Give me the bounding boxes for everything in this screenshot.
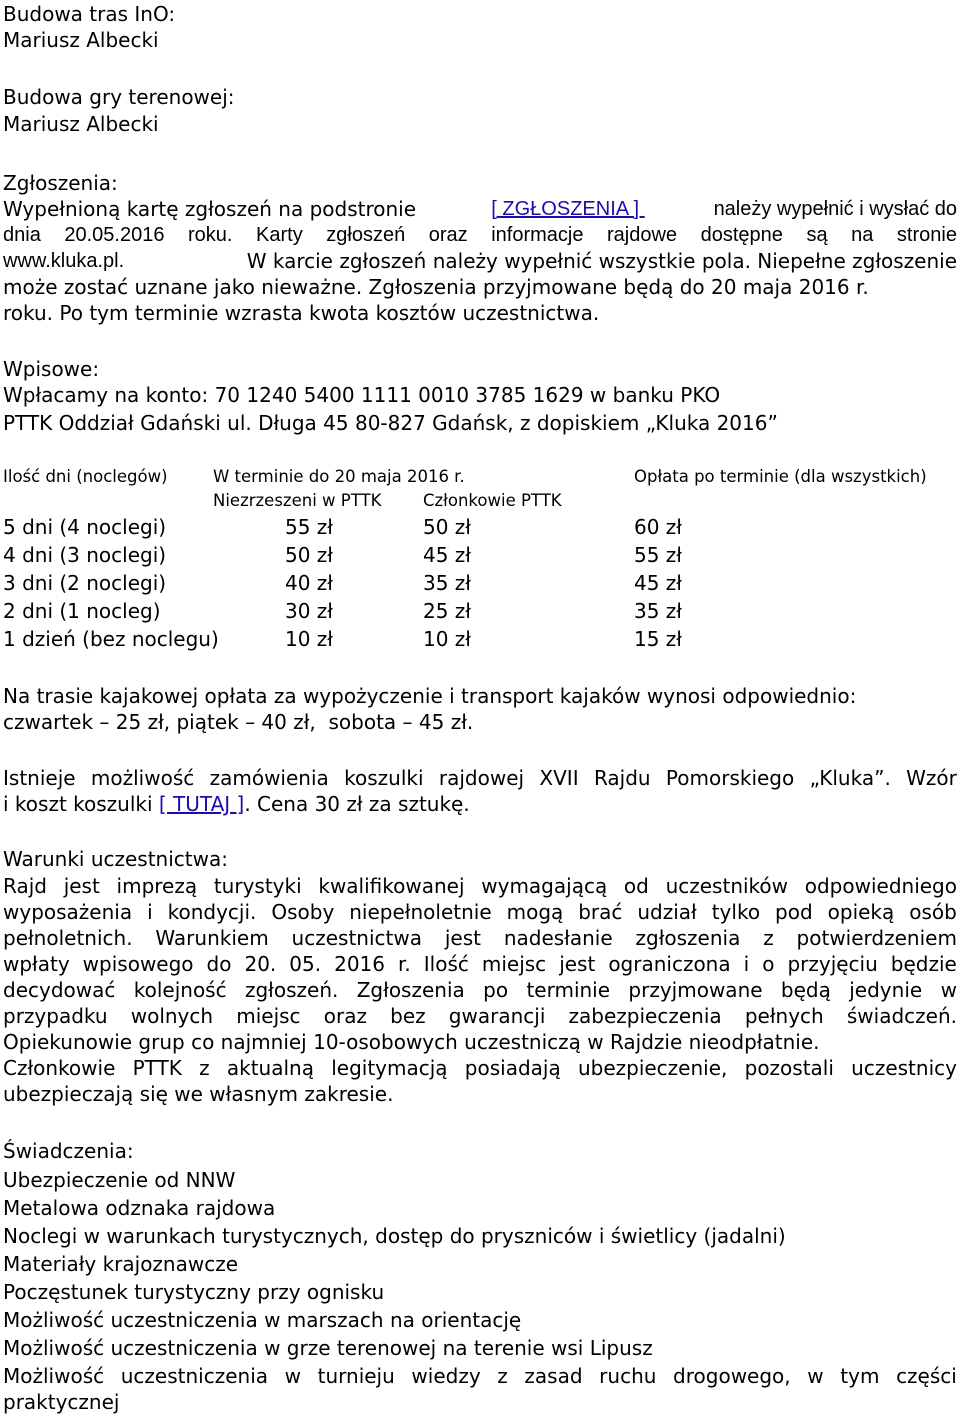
word: 20.	[244, 952, 277, 976]
zgloszenia-heading: Zgłoszenia:	[3, 171, 118, 195]
swiadczenia-item: Możliwość uczestniczenia w marszach na orientację	[3, 1308, 522, 1332]
word: imprezą	[116, 874, 198, 898]
word: wymagającą	[481, 874, 608, 898]
table-row-non: 30 zł	[285, 599, 333, 623]
word: „Kluka”.	[809, 766, 891, 790]
swiadczenia-item-text	[3, 1363, 957, 1389]
table-header-members: Członkowie PTTK	[423, 491, 562, 510]
zgloszenia-line-4	[3, 274, 957, 300]
swiadczenia-item: Metalowa odznaka rajdowa	[3, 1196, 276, 1220]
swiadczenia-item-line	[3, 1363, 957, 1389]
kajaki-l1: Na trasie kajakowej opłata za wypożyczenie i transport kajaków wynosi odpowiednio:	[3, 684, 857, 708]
word: pozostali	[744, 1056, 834, 1080]
swiadczenia-item-long	[3, 1363, 957, 1389]
word: Członkowie	[3, 1056, 116, 1080]
word: jedynie	[849, 978, 923, 1002]
table-row-non: 10 zł	[285, 627, 333, 651]
word: z	[497, 1364, 508, 1388]
word: decydować	[3, 978, 116, 1002]
word: Zgłoszenia	[356, 978, 465, 1002]
word: osób	[909, 900, 957, 924]
table-row-mem: 25 zł	[423, 599, 471, 623]
word: w	[940, 978, 957, 1002]
wpisowe-line-2: PTTK Oddział Gdański ul. Długa 45 80-827 Gdańsk, z dopiskiem „Kluka 2016”	[3, 411, 778, 435]
word: aktualną	[226, 1056, 314, 1080]
word: ruchu	[599, 1364, 657, 1388]
word: miejsc	[481, 952, 547, 976]
warunki-text	[3, 951, 957, 977]
warunki-text: ubezpieczają się we własnym zakresie.	[3, 1082, 394, 1106]
table-row-days: 1 dzień (bez noclegu)	[3, 627, 219, 651]
word: zgłoszenia	[635, 926, 741, 950]
word: wolnych	[130, 1004, 214, 1028]
word: rajdowej	[438, 766, 525, 790]
wpisowe-line-1: Wpłacamy na konto: 70 1240 5400 1111 0010 3785 1629 w banku PKO	[3, 383, 721, 407]
table-row-mem: 50 zł	[423, 515, 471, 539]
word: pełnych	[744, 1004, 824, 1028]
warunki-line	[3, 1029, 957, 1055]
word: turystyki	[213, 874, 302, 898]
word: udział	[637, 900, 697, 924]
warunki-text	[3, 1003, 957, 1029]
zgloszenia-line-1	[3, 196, 957, 222]
koszulki-line-1	[3, 765, 957, 791]
word: Wzór	[906, 766, 957, 790]
koszulki-paragraph	[3, 765, 957, 817]
zgloszenia-line-2	[3, 222, 957, 248]
word: z	[763, 926, 774, 950]
table-row-days: 4 dni (3 noclegi)	[3, 543, 167, 567]
warunki-text	[3, 925, 957, 951]
word: kolejność	[133, 978, 227, 1002]
word: zabezpieczenia	[568, 1004, 722, 1028]
table-row-days: 3 dni (2 noclegi)	[3, 571, 167, 595]
table-row-late: 60 zł	[634, 515, 682, 539]
word: uczestnictwa	[291, 926, 422, 950]
word: Osoby	[271, 900, 335, 924]
word: możliwość	[90, 766, 195, 790]
word: jest	[63, 874, 100, 898]
word: będą	[780, 978, 831, 1002]
swiadczenia-item: praktycznej	[3, 1390, 120, 1414]
zgloszenia-l4: może zostać uznane jako nieważne. Zgłoszenia przyjmowane będą do 20 maja 2016 r.	[3, 275, 869, 299]
kajaki-l2: czwartek – 25 zł, piątek – 40 zł, sobota – 45 zł.	[3, 710, 474, 734]
word: części	[896, 1364, 957, 1388]
zgloszenia-l1-post: należy wypełnić i wysłać do	[713, 198, 957, 220]
kajaki-paragraph	[3, 683, 957, 735]
warunki-line	[3, 951, 957, 977]
word: z	[199, 1056, 210, 1080]
word: Pomorskiego	[665, 766, 795, 790]
word: miejsc	[236, 1004, 301, 1028]
word: Ilość	[423, 952, 469, 976]
table-row-days: 5 dni (4 noclegi)	[3, 515, 167, 539]
word: Istnieje	[3, 766, 76, 790]
word: dnia	[3, 224, 41, 246]
word: kondycji.	[167, 900, 257, 924]
word: w	[284, 1364, 301, 1388]
word: przyjmowane	[628, 978, 763, 1002]
word: mogą	[506, 900, 564, 924]
kajaki-line-1	[3, 683, 957, 709]
warunki-line	[3, 1081, 957, 1107]
table-header-term: W terminie do 20 maja 2016 r.	[213, 467, 465, 486]
word: terminie	[526, 978, 611, 1002]
warunki-line	[3, 899, 957, 925]
warunki-paragraph	[3, 873, 957, 1107]
word: stronie	[896, 224, 957, 246]
table-header-late: Opłata po terminie (dla wszystkich)	[634, 467, 927, 486]
gra-heading: Budowa gry terenowej:	[3, 85, 235, 109]
word: ubezpieczenie,	[577, 1056, 728, 1080]
swiadczenia-heading: Świadczenia:	[3, 1139, 134, 1163]
table-row-non: 55 zł	[285, 515, 333, 539]
koszulki-l2-pre: i koszt koszulki	[3, 792, 159, 816]
zgloszenia-line-5	[3, 300, 957, 326]
warunki-line	[3, 925, 957, 951]
word: dostępne	[700, 224, 783, 246]
word: roku.	[188, 224, 233, 246]
word: pod	[775, 900, 813, 924]
word: są	[806, 224, 828, 246]
word: uczestnicy	[851, 1056, 957, 1080]
word: kwalifikowanej	[318, 874, 465, 898]
word: XVII	[539, 766, 579, 790]
word: świadczeń.	[846, 1004, 957, 1028]
warunki-line	[3, 1003, 957, 1029]
swiadczenia-item: Możliwość uczestniczenia w grze terenowej na terenie wsi Lipusz	[3, 1336, 653, 1360]
word: uczestniczenia	[120, 1364, 269, 1388]
word: informacje	[491, 224, 584, 246]
gra-person: Mariusz Albecki	[3, 112, 159, 136]
word: zgłoszeń	[326, 224, 406, 246]
word: zamówienia	[209, 766, 329, 790]
warunki-text	[3, 873, 957, 899]
table-row-days: 2 dni (1 nocleg)	[3, 599, 161, 623]
word: bez	[390, 1004, 426, 1028]
word: zasad	[524, 1364, 583, 1388]
warunki-line	[3, 1055, 957, 1081]
table-row-late: 55 zł	[634, 543, 682, 567]
word: rajdowe	[607, 224, 678, 246]
trasy-person: Mariusz Albecki	[3, 28, 159, 52]
word: drogowego,	[673, 1364, 791, 1388]
zgloszenia-l2	[3, 222, 957, 248]
word: Warunkiem	[155, 926, 269, 950]
warunki-line	[3, 977, 957, 1003]
koszulki-l2-post: . Cena 30 zł za sztukę.	[244, 792, 470, 816]
word: wiedzy	[411, 1364, 481, 1388]
word: r.	[398, 952, 411, 976]
word: do	[206, 952, 232, 976]
swiadczenia-item: Noclegi w warunkach turystycznych, dostęp do pryszniców i świetlicy (jadalni)	[3, 1224, 786, 1248]
word: legitymacją	[331, 1056, 448, 1080]
word: tym	[840, 1364, 880, 1388]
zgloszenia-link[interactable]: [ ZGŁOSZENIA ]	[491, 198, 645, 220]
word: wpisowego	[82, 952, 194, 976]
word: tylko	[711, 900, 761, 924]
word: odpowiedniego	[804, 874, 957, 898]
word: będzie	[890, 952, 957, 976]
trasy-heading: Budowa tras InO:	[3, 2, 176, 26]
word: przypadku	[3, 1004, 108, 1028]
table-row-late: 35 zł	[634, 599, 682, 623]
zgloszenia-l5: roku. Po tym terminie wzrasta kwota kosztów uczestnictwa.	[3, 301, 600, 325]
warunki-text: Opiekunowie grup co najmniej 10-osobowych uczestniczą w Rajdzie nieodpłatnie.	[3, 1030, 820, 1054]
word: o	[762, 952, 775, 976]
word: Rajdu	[593, 766, 651, 790]
warunki-text	[3, 1055, 957, 1081]
wpisowe-heading: Wpisowe:	[3, 357, 100, 381]
word: potwierdzeniem	[796, 926, 957, 950]
table-header-days: Ilość dni (noclegów)	[3, 467, 168, 486]
table-row-mem: 10 zł	[423, 627, 471, 651]
word: i	[147, 900, 153, 924]
word: uczestników	[665, 874, 789, 898]
word: przyjęciu	[787, 952, 878, 976]
word: wyposażenia	[3, 900, 133, 924]
word: i	[743, 952, 750, 976]
word: Karty	[256, 224, 303, 246]
word: 2016	[334, 952, 385, 976]
word: turnieju	[317, 1364, 395, 1388]
word: posiadają	[464, 1056, 561, 1080]
swiadczenia-item: Materiały krajoznawcze	[3, 1252, 239, 1276]
zgloszenia-l1-pre: Wypełnioną kartę zgłoszeń na podstronie	[3, 197, 423, 221]
table-row-mem: 35 zł	[423, 571, 471, 595]
word: opieką	[827, 900, 895, 924]
zgloszenia-line-3	[3, 248, 957, 274]
zgloszenia-paragraph	[3, 196, 957, 326]
table-row-non: 50 zł	[285, 543, 333, 567]
table-row-mem: 45 zł	[423, 543, 471, 567]
warunki-text	[3, 899, 957, 925]
word: zgłoszeń.	[244, 978, 339, 1002]
word: Możliwość	[3, 1364, 105, 1388]
zgloszenia-l3a: www.kluka.pl.	[3, 250, 125, 272]
word: 05.	[289, 952, 322, 976]
word: jest	[444, 926, 481, 950]
word: brać	[578, 900, 623, 924]
word: ograniczona	[608, 952, 731, 976]
word: oraz	[428, 224, 468, 246]
table-row-late: 45 zł	[634, 571, 682, 595]
koszulki-l1	[3, 765, 957, 791]
word: Rajd	[3, 874, 47, 898]
koszulki-link[interactable]: [ TUTAJ ]	[158, 792, 245, 816]
word: jest	[559, 952, 596, 976]
word: koszulki	[344, 766, 424, 790]
word: od	[623, 874, 649, 898]
word: pełnoletnich.	[3, 926, 133, 950]
word: na	[851, 224, 874, 246]
word: wpłaty	[3, 952, 70, 976]
warunki-heading: Warunki uczestnictwa:	[3, 847, 228, 871]
word: niepełnoletnie	[349, 900, 492, 924]
warunki-text	[3, 977, 957, 1003]
word: nadesłanie	[503, 926, 613, 950]
word: po	[483, 978, 509, 1002]
swiadczenia-item: Ubezpieczenie od NNW	[3, 1168, 236, 1192]
warunki-line	[3, 873, 957, 899]
word: oraz	[323, 1004, 367, 1028]
word: w	[807, 1364, 824, 1388]
table-row-non: 40 zł	[285, 571, 333, 595]
zgloszenia-l3b: W karcie zgłoszeń należy wypełnić wszystkie pola. Niepełne zgłoszenie	[240, 249, 957, 273]
word: 20.05.2016	[64, 224, 165, 246]
table-header-non-members: Niezrzeszeni w PTTK	[213, 491, 382, 510]
kajaki-line-2	[3, 709, 957, 735]
koszulki-line-2	[3, 791, 957, 817]
table-row-late: 15 zł	[634, 627, 682, 651]
word: PTTK	[132, 1056, 182, 1080]
word: gwarancji	[448, 1004, 546, 1028]
swiadczenia-item: Poczęstunek turystyczny przy ognisku	[3, 1280, 385, 1304]
